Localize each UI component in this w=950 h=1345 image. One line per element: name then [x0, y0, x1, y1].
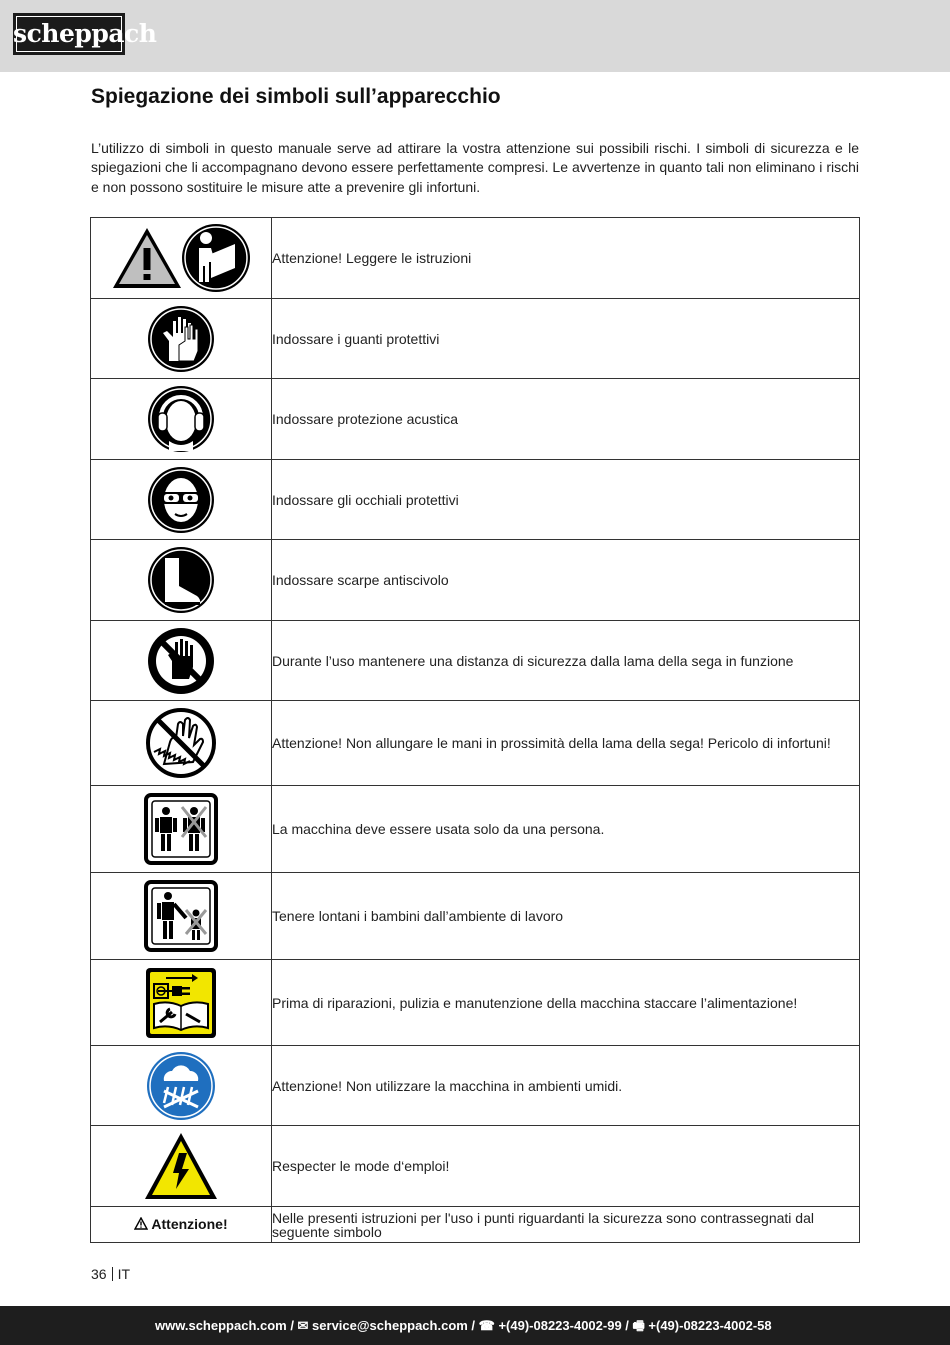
electric-hazard-icon: [143, 1131, 219, 1201]
warning-triangle-icon: [134, 1217, 148, 1230]
attention-text: Nelle presenti istruzioni per l'uso i punti riguardanti la sicurezza sono contrassegnati dal seguente simbolo: [272, 1207, 860, 1243]
ear-protection-icon: [147, 385, 215, 453]
symbol-icon-cell: [91, 960, 272, 1046]
scheppach-logo: [13, 13, 157, 55]
page-number: [91, 1266, 130, 1282]
symbol-row: [91, 873, 860, 960]
one-person-only-icon: [144, 793, 218, 865]
attention-cell: [91, 1207, 272, 1243]
safety-boots-icon: [147, 546, 215, 614]
warning-read-manual-icon: [111, 222, 251, 294]
page-number-separator: [112, 1267, 113, 1281]
symbol-row: [91, 960, 860, 1046]
protective-gloves-icon: [147, 305, 215, 373]
symbol-icon-cell: [91, 379, 272, 460]
unplug-before-maintenance-icon: [144, 966, 218, 1040]
symbol-row: [91, 379, 860, 460]
symbol-row: [91, 621, 860, 701]
symbol-icon-cell: [91, 540, 272, 621]
symbol-text: Attenzione! Non allungare le mani in prossimità della lama della sega! Pericolo di infortuni!: [272, 701, 860, 786]
symbol-icon-cell: [91, 786, 272, 873]
symbol-text: Attenzione! Non utilizzare la macchina in ambienti umidi.: [272, 1046, 860, 1126]
symbol-text: Respecter le mode d‘emploi!: [272, 1126, 860, 1207]
symbol-text: Indossare gli occhiali protettivi: [272, 460, 860, 540]
attention-row: [91, 1207, 860, 1243]
symbol-text: Indossare protezione acustica: [272, 379, 860, 460]
keep-children-away-icon: [144, 880, 218, 952]
page-language: IT: [117, 1266, 131, 1282]
no-hand-near-blade-icon: [144, 706, 218, 780]
symbol-icon-cell: [91, 1126, 272, 1207]
symbol-row: [91, 1046, 860, 1126]
symbol-row: [91, 1126, 860, 1207]
no-hands-icon: [147, 627, 215, 695]
page-footer: [0, 1306, 950, 1345]
symbol-icon-cell: [91, 621, 272, 701]
symbol-text: Attenzione! Leggere le istruzioni: [272, 218, 860, 299]
symbol-icon-cell: [91, 701, 272, 786]
symbol-text: Durante l’uso mantenere una distanza di sicurezza dalla lama della sega in funzione: [272, 621, 860, 701]
symbol-text: Tenere lontani i bambini dall’ambiente di lavoro: [272, 873, 860, 960]
symbol-text: Prima di riparazioni, pulizia e manutenzione della macchina staccare l’alimentazione!: [272, 960, 860, 1046]
symbol-icon-cell: [91, 460, 272, 540]
symbol-row: [91, 299, 860, 379]
symbol-row: [91, 540, 860, 621]
no-rain-icon: [146, 1051, 216, 1121]
symbol-row: [91, 786, 860, 873]
symbol-row: [91, 218, 860, 299]
intro-paragraph: L’utilizzo di simboli in questo manuale serve ad attirare la vostra attenzione sui possibili rischi. I simboli di sicurezza e le spiegazioni che li accompagnano devono essere perfettamente compresi. Le avvertenze in quanto tali non eliminano i rischi e non possono sostituire le misure atte a prevenire gli infortuni.: [91, 140, 859, 195]
brand-name: scheppach: [13, 19, 157, 48]
symbol-text: Indossare i guanti protettivi: [272, 299, 860, 379]
symbol-icon-cell: [91, 873, 272, 960]
symbol-row: [91, 701, 860, 786]
symbol-text: Indossare scarpe antiscivolo: [272, 540, 860, 621]
symbols-table: [90, 217, 860, 1243]
page-number-value: 36: [91, 1266, 107, 1282]
page-title: Spiegazione dei simboli sull’apparecchio: [91, 85, 501, 108]
symbol-text: La macchina deve essere usata solo da una persona.: [272, 786, 860, 873]
symbol-icon-cell: [91, 1046, 272, 1126]
symbol-row: [91, 460, 860, 540]
safety-goggles-icon: [147, 466, 215, 534]
footer-contact: www.scheppach.com / ✉ service@scheppach.com / ☎ +(49)-08223-4002-99 / 🖷 +(49)-08223-4002-58: [155, 1318, 772, 1333]
symbol-icon-cell: [91, 218, 272, 299]
symbol-icon-cell: [91, 299, 272, 379]
attention-label: Attenzione!: [151, 1215, 228, 1232]
page-header: [0, 0, 950, 72]
